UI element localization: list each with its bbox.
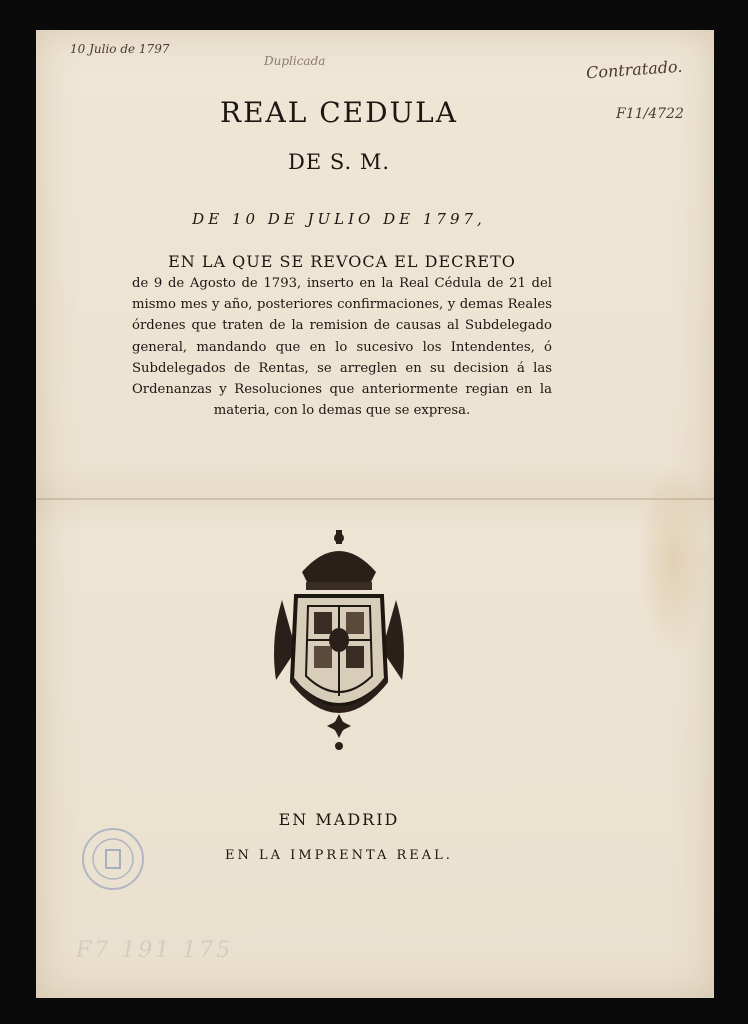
imprint-press: EN LA IMPRENTA REAL.: [225, 848, 453, 863]
paper-stain: [638, 460, 708, 660]
handwritten-date-note: 10 Julio de 1797: [70, 42, 170, 56]
library-stamp-icon: [80, 826, 146, 892]
body-paragraph: de 9 de Agosto de 1793, inserto en la Real Cédula de 21 del mismo mes y año, posteriores confirmaciones, y demas Reales órdenes que traten de la remision de causas al Subdelegado general, mandando que en lo sucesivo los Intendentes, ó Subdelegados de Rentas, se arreglen en su decision á las Ordenanzas y Resoluciones que anteriormente regian en la materia, con lo demas que se expresa.: [132, 276, 552, 419]
page-fold: [36, 498, 714, 500]
royal-coat-of-arms-icon: [262, 530, 416, 758]
handwritten-note-right: Contratado.: [585, 56, 683, 83]
document-title: REAL CEDULA: [220, 96, 458, 129]
handwritten-shelf-mark: F11/4722: [616, 106, 684, 122]
document-body: [132, 252, 552, 421]
document-page: [36, 30, 714, 998]
body-lead: EN LA QUE SE REVOCA EL DECRETO: [168, 252, 516, 271]
imprint-city: EN MADRID: [278, 810, 400, 829]
handwritten-duplicate-note: Duplicada: [264, 54, 326, 68]
document-date-line: DE 10 DE JULIO DE 1797,: [192, 210, 486, 228]
bleed-through-text: F7 191 175: [76, 938, 234, 963]
document-subtitle: DE S. M.: [287, 150, 390, 174]
